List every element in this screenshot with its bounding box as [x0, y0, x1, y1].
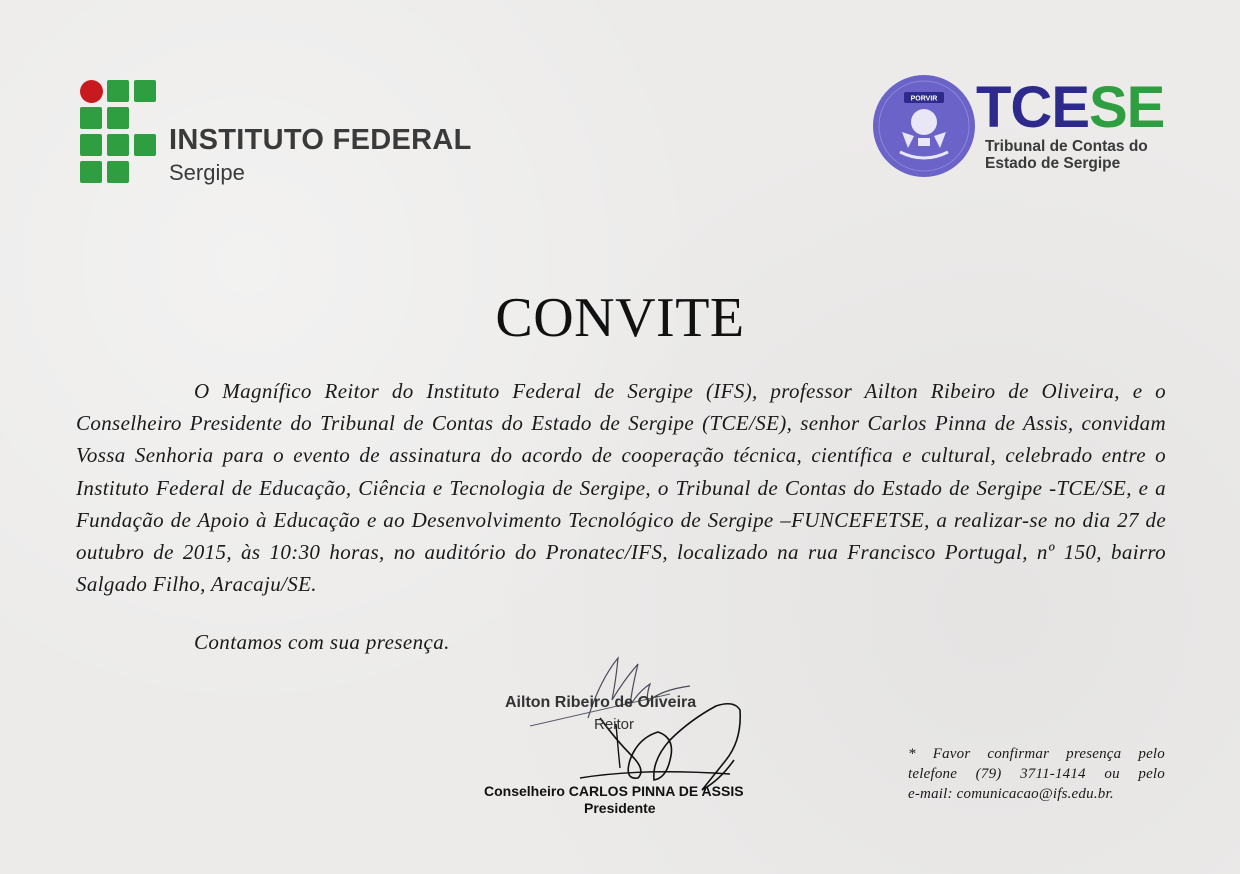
closing-line: Contamos com sua presença.	[194, 630, 450, 654]
rsvp-line3: e-mail: comunicacao@ifs.edu.br.	[908, 786, 1114, 802]
ifs-logo-subtitle: Sergipe	[169, 160, 245, 185]
signature-role-reitor: Reitor	[594, 716, 635, 733]
tce-description-line2: Estado de Sergipe	[985, 155, 1121, 172]
ifs-logo-grid-icon	[80, 80, 156, 184]
rsvp-line2: telefone (79) 3711-1414 ou pelo	[908, 766, 1165, 782]
signature-role-presidente: Presidente	[584, 800, 656, 816]
tce-wordmark-tce: TCE	[976, 75, 1089, 140]
ifs-logo-title: INSTITUTO FEDERAL	[169, 124, 472, 156]
rsvp-line1: * Favor confirmar presença pelo	[908, 746, 1165, 762]
tce-logo	[872, 74, 1172, 182]
tce-seal-icon	[872, 74, 976, 178]
rsvp-note	[908, 744, 1165, 804]
document-title: CONVITE	[495, 287, 745, 349]
tce-wordmark	[976, 75, 1165, 140]
ifs-logo	[80, 80, 480, 190]
signature-name-presidente: Conselheiro CARLOS PINNA DE ASSIS	[484, 783, 744, 799]
ifs-red-dot	[80, 80, 103, 103]
tce-seal-text: PORVIR	[910, 95, 938, 103]
invitation-body: O Magnífico Reitor do Instituto Federal de Sergipe (IFS), professor Ailton Ribeiro de Oliveira, e o Conselheiro Presidente do Tribunal de Contas do Estado de Sergipe (TCE/SE), senhor Carlos Pinna de Assis, convidam Vossa Senhoria para o evento de assinatura do acordo de cooperação técnica, científica e cultural, celebrado entre o Instituto Federal de Educação, Ciência e Tecnologia de Sergipe, o Tribunal de Contas do Estado de Sergipe -TCE/SE, e a Fundação de Apoio à Educação e ao Desenvolvimento Tecnológico de Sergipe –FUNCEFETSE, a realizar-se no dia 27 de outubro de 2015, às 10:30 horas, no auditório do Pronatec/IFS, localizado na rua Francisco Portugal, nº 150, bairro Salgado Filho, Aracaju/SE.	[76, 379, 1166, 597]
tce-wordmark-se: SE	[1089, 75, 1165, 140]
tce-description-line1: Tribunal de Contas do	[985, 138, 1148, 155]
signature-name-reitor: Ailton Ribeiro de Oliveira	[505, 694, 697, 711]
tce-description	[985, 138, 1148, 172]
